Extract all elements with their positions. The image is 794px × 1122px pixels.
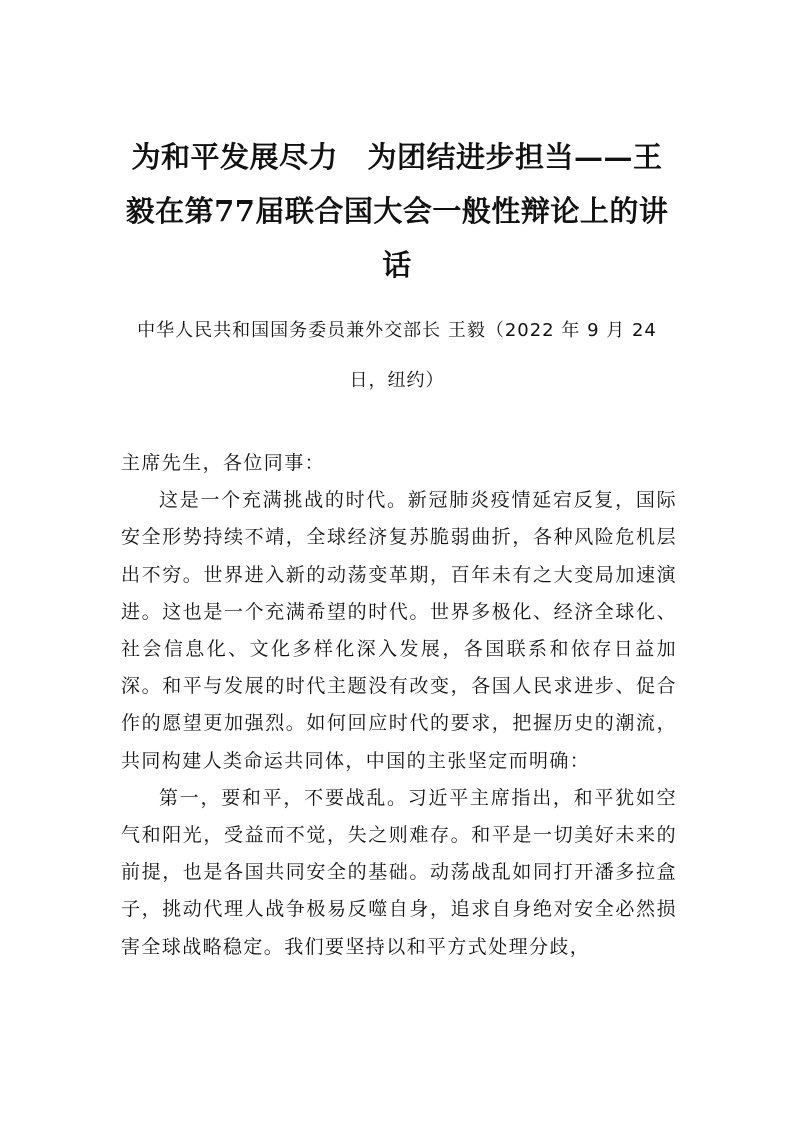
salutation: 主席先生，各位同事： — [121, 452, 326, 474]
document-byline: 中华人民共和国国务委员兼外交部长 王毅（2022 年 9 月 24 日，纽约） — [137, 320, 657, 391]
document-body — [121, 445, 677, 966]
paragraph-2: 第一，要和平，不要战乱。习近平主席指出，和平犹如空气和阳光，受益而不觉，失之则难存。和平是一切美好未来的前提，也是各国共同安全的基础。动荡战乱如同打开潘多拉盒子，挑动代理人战争极易反噬自身，追求自身绝对安全必然损害全球战略稳定。我们要坚持以和平方式处理分歧， — [121, 786, 677, 958]
document-title: 为和平发展尽力 为团结进步担当——王毅在第77届联合国大会一般性辩论上的讲话 — [125, 140, 669, 282]
paragraph-1: 这是一个充满挑战的时代。新冠肺炎疫情延宕反复，国际安全形势持续不靖，全球经济复苏脆弱曲折，各种风险危机层出不穷。世界进入新的动荡变革期，百年未有之大变局加速演进。这也是一个充满希望的时代。世界多极化、经济全球化、社会信息化、文化多样化深入发展，各国联系和依存日益加深。和平与发展的时代主题没有改变，各国人民求进步、促合作的愿望更加强烈。如何回应时代的要求，把握历史的潮流，共同构建人类命运共同体，中国的主张坚定而明确： — [121, 489, 677, 772]
